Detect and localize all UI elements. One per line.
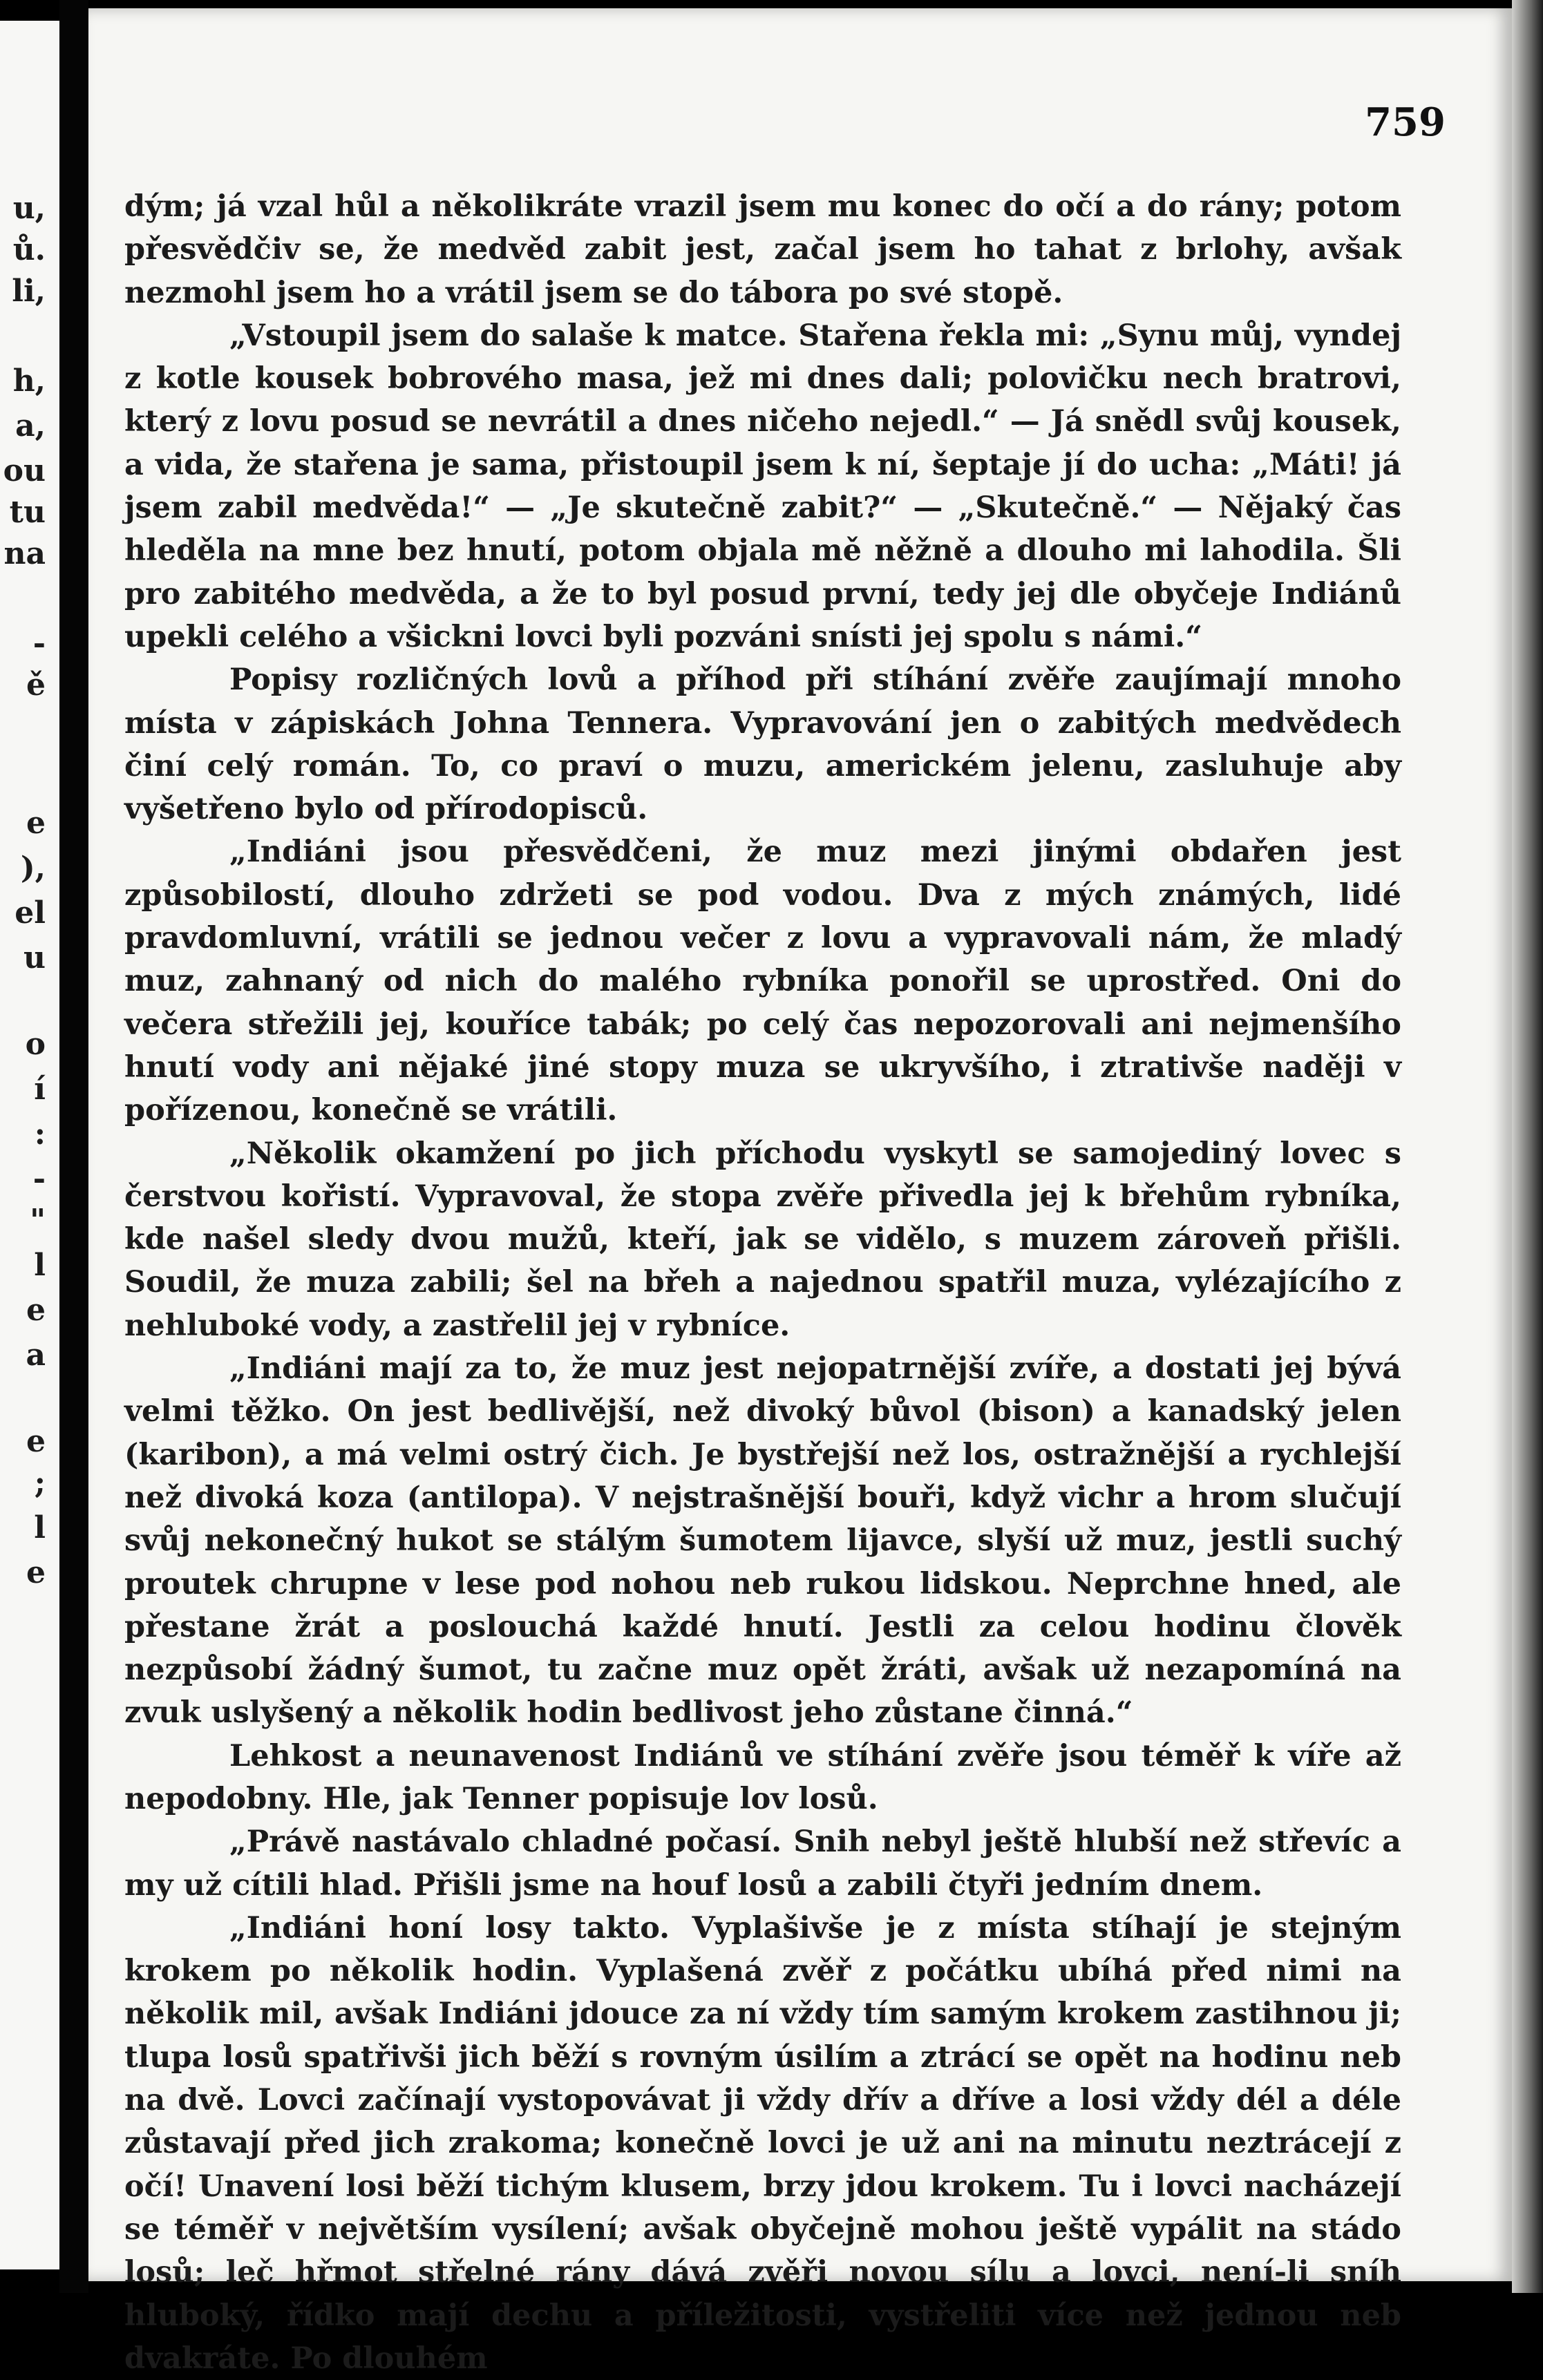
edge-fragment: u, xyxy=(12,191,46,226)
edge-fragment: el xyxy=(15,895,46,931)
book-gutter xyxy=(59,0,88,2293)
edge-fragment: l xyxy=(34,1248,46,1283)
edge-fragment: ou xyxy=(3,453,46,488)
edge-fragment: a xyxy=(26,1337,46,1373)
edge-fragment: u xyxy=(23,940,46,975)
edge-fragment: l xyxy=(34,1510,46,1545)
book-page xyxy=(88,8,1512,2376)
edge-fragment: ě xyxy=(26,667,46,703)
paragraph: Lehkost a neunavenost Indiánů ve stíhání zvěře jsou téměř k víře až nepodobny. Hle, jak Tenner popisuje lov losů. xyxy=(124,1738,1401,1816)
paragraph: „Indiáni honí losy takto. Vyplašivše je z místa stíhají je stejným krokem po několik hodin. Vyplašená zvěř z počátku ubíhá před nimi na několik mil, avšak Indiáni jdouce za ní vždy tím samým krokem zastihnou ji; tlupa losů spatřivši jich běží s rovným úsilím a ztrácí se opět na hodinu neb na dvě. Lovci začínají vystopovávat ji vždy dřív a dříve a losi vždy dél a déle zůstavají před jich zrakoma; konečně lovci je už ani na minutu neztrácejí z očí! Unavení losi běží tichým klusem, brzy jdou krokem. Tu i lovci nacházejí se téměř v největším vysílení; avšak obyčejně mohou ještě vypálit na stádo losů; leč hřmot střelné rány dává zvěři novou sílu a lovci, není-li sníh hluboký, řídko mají dechu a příležitosti, vystřeliti více než jednou neb dvakráte. Po dlouhém xyxy=(124,1910,1401,2376)
paragraph: „Vstoupil jsem do salaše k matce. Stařena řekla mi: „Synu můj, vyndej z kotle kousek bobrového masa, jež mi dnes dali; polovičku nech bratrovi, který z lovu posud se nevrátil a dnes ničeho nejedl.“ — Já snědl svůj kousek, a vida, že stařena je sama, přistoupil jsem k ní, šeptaje jí do ucha: „Máti! já jsem zabil medvěda!“ — „Je skutečně zabit?“ — „Skutečně.“ — Nějaký čas hleděla na mne bez hnutí, potom objala mě něžně a dlouho mi lahodila. Šli pro zabitého medvěda, a že to byl posud první, tedy jej dle obyčeje Indiánů upekli celého a všickni lovci byli pozváni snísti jej spolu s námi.“ xyxy=(124,318,1401,654)
paragraph: „Několik okamžení po jich příchodu vyskytl se samojediný lovec s čerstvou kořistí. Vypravoval, že stopa zvěře přivedla jej k břehům rybníka, kde našel sledy dvou mužů, kteří, jak se vidělo, s muzem zároveň přišli. Soudil, že muza zabili; šel na břeh a najednou spatřil muza, vylézajícího z nehluboké vody, a zastřelil jej v rybníce. xyxy=(124,1136,1401,1343)
edge-fragment: na xyxy=(3,536,46,571)
paragraph: „Indiáni jsou přesvědčeni, že muz mezi jinými obdařen jest způsobilostí, dlouho zdržeti se pod vodou. Dva z mých známých, lidé pravdomluvní, vrátili se jednou večer z lovu a vypravovali nám, že mladý muz, zahnaný od nich do malého rybníka ponořil se uprostřed. Oni do večera střežili jej, kouříce tabák; po celý čas nepozorovali ani nejmenšího hnutí vody ani nějaké jiné stopy muza se ukryvšího, i ztrativše naději v pořízenou, konečně se vrátili. xyxy=(124,835,1401,1128)
page-number: 759 xyxy=(1365,99,1446,145)
edge-fragment: li, xyxy=(12,274,46,309)
edge-fragment: o xyxy=(25,1027,46,1062)
paragraph: „Indiáni mají za to, že muz jest nejopatrnější zvíře, a dostati jej bývá velmi těžko. On jest bedlivější, než divoký bůvol (bison) a kanadský jelen (karibon), a má velmi ostrý čich. Je bystřejší než los, ostražnější a rychlejší než divoká koza (antilopa). V nejstrašnější bouři, když vichr a hrom slučují svůj nekonečný hukot se stálým šumotem lijavce, slyší už muz, jestli suchý proutek chrupne v lese pod nohou neb rukou lidskou. Neprchne hned, ale přestane žrát a poslouchá každé hnutí. Jestli za celou hodinu člověk nezpůsobí žádný šumot, tu začne muz opět žráti, avšak už nezapomíná na zvuk uslyšený a několik hodin bedlivost jeho zůstane činná.“ xyxy=(124,1351,1401,1731)
paragraph: „Právě nastávalo chladné počasí. Snih nebyl ještě hlubší než střevíc a my už cítili hlad. Přišli jsme na houf losů a zabili čtyři jedním dnem. xyxy=(124,1825,1401,1903)
paragraph: dým; já vzal hůl a několikráte vrazil jsem mu konec do očí a do rány; potom přesvědčiv se, že medvěd zabit jest, začal jsem ho tahat z brlohy, avšak nezmohl jsem ho a vrátil jsem se do tábora po své stopě. xyxy=(124,189,1401,310)
edge-fragment: tu xyxy=(9,495,46,530)
edge-fragment: a, xyxy=(15,408,46,444)
edge-fragment: e xyxy=(26,1555,46,1590)
edge-fragment: - xyxy=(32,1161,46,1197)
edge-fragment: - xyxy=(32,626,46,661)
paragraph: Popisy rozličných lovů a příhod při stíhání zvěře zaujímají mnoho místa v zápiskách Johna Tennera. Vypravování jen o zabitých medvědech činí celý román. To, co praví o muzu, americkém jelenu, zasluhuje aby vyšetřeno bylo od přírodopisců. xyxy=(124,663,1401,827)
left-page-edge xyxy=(0,21,59,2269)
edge-fragment: h, xyxy=(12,363,46,399)
edge-fragment: ), xyxy=(20,850,46,886)
edge-fragment: ; xyxy=(34,1465,46,1501)
edge-fragment: e xyxy=(26,1293,46,1328)
page-fore-edge xyxy=(1512,0,1543,2293)
edge-fragment: e xyxy=(26,806,46,841)
edge-fragment: e xyxy=(26,1424,46,1459)
edge-fragment: ů. xyxy=(12,232,46,267)
page-text xyxy=(124,185,1401,2380)
edge-fragment: í xyxy=(34,1072,46,1107)
edge-fragment: : xyxy=(34,1116,46,1152)
edge-fragment: " xyxy=(30,1203,46,1238)
